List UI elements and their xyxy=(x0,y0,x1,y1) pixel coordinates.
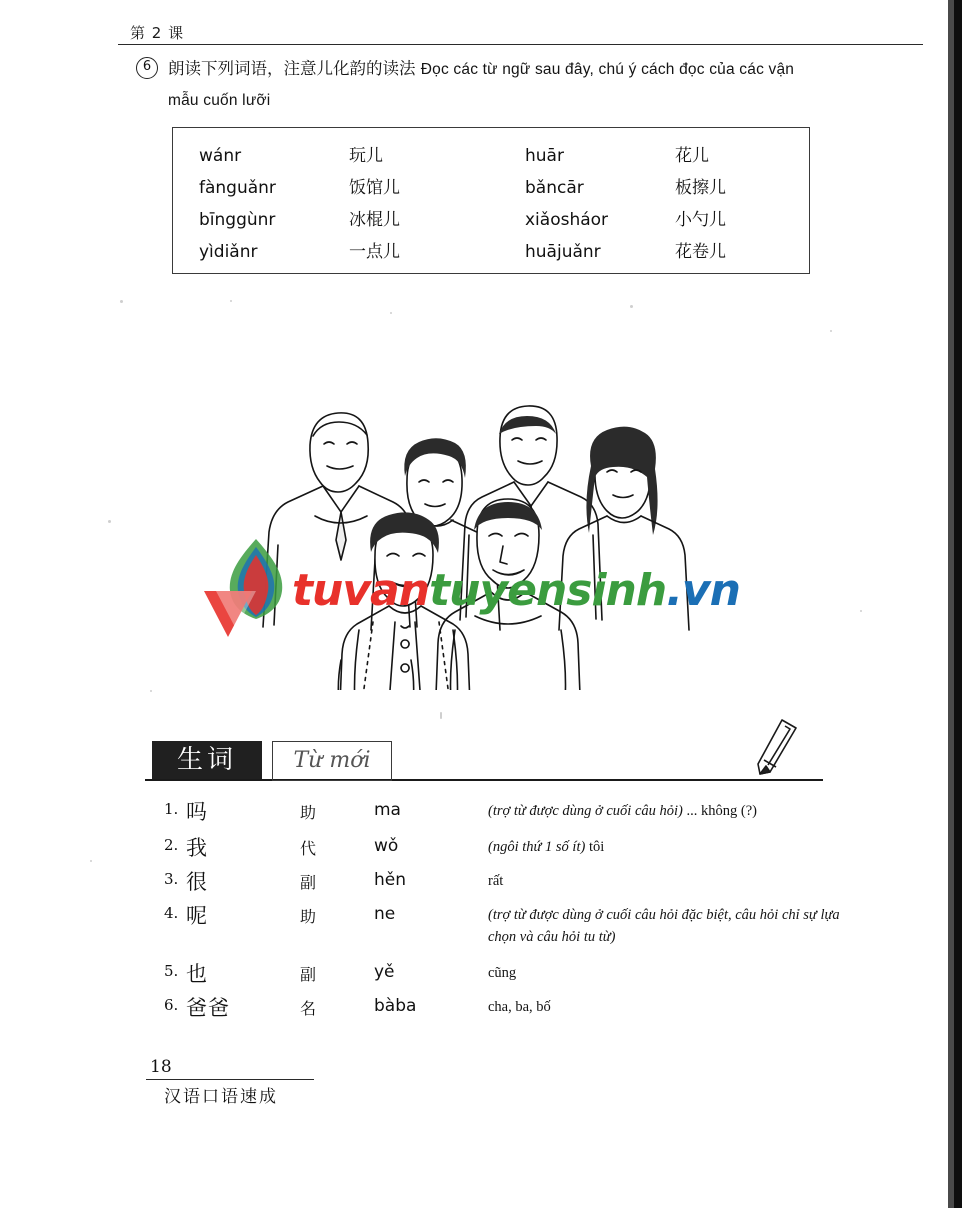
vocab-row xyxy=(152,962,852,996)
vocab-index: 5. xyxy=(164,962,179,980)
word-hanzi: 小勺儿 xyxy=(675,210,726,230)
word-row xyxy=(199,236,400,268)
vocab-part-of-speech: 名 xyxy=(300,999,317,1018)
paper-speck xyxy=(108,520,111,523)
vocab-part-of-speech: 助 xyxy=(300,803,317,822)
vocab-row xyxy=(152,870,852,904)
new-words-list xyxy=(152,800,852,1030)
vocab-definition xyxy=(488,870,848,892)
scan-edge-right xyxy=(954,0,962,1208)
paper-speck xyxy=(90,860,92,862)
header-divider xyxy=(118,44,923,45)
paper-speck xyxy=(830,330,832,332)
paper-speck xyxy=(120,300,123,303)
vocab-hanzi: 呢 xyxy=(186,904,208,928)
book-title: 汉语口语速成 xyxy=(164,1087,278,1107)
word-pinyin: xiǎosháor xyxy=(525,210,609,230)
vocab-hanzi: 我 xyxy=(186,836,208,860)
paper-speck xyxy=(860,610,862,612)
word-column-left xyxy=(199,140,400,268)
word-pinyin: bǎncār xyxy=(525,178,584,198)
page-number: 18 xyxy=(150,1057,172,1077)
vocab-index: 1. xyxy=(164,800,179,818)
vocab-row xyxy=(152,996,852,1030)
word-hanzi: 冰棍儿 xyxy=(349,210,400,230)
vocab-definition xyxy=(488,962,848,984)
vocab-part-of-speech: 助 xyxy=(300,907,317,926)
word-hanzi: 花儿 xyxy=(675,146,709,166)
vocab-row xyxy=(152,800,852,836)
vocab-pinyin: ma xyxy=(374,800,401,820)
vocab-index: 2. xyxy=(164,836,179,854)
new-words-title-vi: Từ mới xyxy=(272,741,392,781)
word-hanzi: 花卷儿 xyxy=(675,242,726,262)
word-column-right xyxy=(525,140,726,268)
word-hanzi: 一点儿 xyxy=(349,242,400,262)
paper-speck xyxy=(390,312,392,314)
paper-speck xyxy=(230,300,232,302)
word-pinyin: yìdiǎnr xyxy=(199,242,258,262)
vocab-definition-italic: (trợ từ được dùng ở cuối câu hỏi đặc biệt, câu hỏi chỉ sự lựa chọn và câu hỏi tu từ) xyxy=(488,907,840,945)
watermark-text-part2: tuyensinh xyxy=(429,565,667,616)
exercise-instruction-zh: 朗读下列词语，注意儿化韵的读法 xyxy=(168,59,416,78)
new-words-title-zh: 生词 xyxy=(152,741,262,779)
word-row xyxy=(199,172,400,204)
vocab-definition-italic: (ngôi thứ 1 số ít) xyxy=(488,839,586,855)
scan-edge-left xyxy=(0,0,10,1208)
vocab-row xyxy=(152,836,852,870)
vocab-hanzi: 也 xyxy=(186,962,208,986)
paper-speck xyxy=(440,712,442,719)
vocab-pinyin: yě xyxy=(374,962,395,982)
vocab-index: 4. xyxy=(164,904,179,922)
watermark-text-part1: tuvan xyxy=(292,565,430,616)
word-pinyin: huājuǎnr xyxy=(525,242,601,262)
paper-speck xyxy=(150,690,152,692)
exercise-number: 6 xyxy=(136,57,158,79)
vocab-pinyin: ne xyxy=(374,904,396,924)
vocab-part-of-speech: 副 xyxy=(300,965,317,984)
word-row xyxy=(525,140,726,172)
word-list-box xyxy=(172,127,810,274)
watermark-text-part3: .vn xyxy=(666,565,740,616)
lesson-label: 第 2 课 xyxy=(130,24,185,42)
word-row xyxy=(199,204,400,236)
word-pinyin: bīnggùnr xyxy=(199,210,276,230)
vocab-hanzi: 很 xyxy=(186,870,208,894)
new-words-divider xyxy=(145,779,823,781)
vocab-part-of-speech: 代 xyxy=(300,839,317,858)
paper-speck xyxy=(630,305,633,308)
word-row xyxy=(199,140,400,172)
vocab-hanzi: 爸爸 xyxy=(186,996,230,1020)
vocab-definition-plain: ... không (?) xyxy=(686,803,757,819)
vocab-definition-plain: cha, ba, bố xyxy=(488,999,551,1015)
vocab-definition xyxy=(488,800,848,822)
word-row xyxy=(525,172,726,204)
word-hanzi: 玩儿 xyxy=(349,146,383,166)
word-hanzi: 板擦儿 xyxy=(675,178,726,198)
vocab-hanzi: 吗 xyxy=(186,800,208,824)
vocab-definition-plain: tôi xyxy=(588,839,605,855)
word-row xyxy=(525,204,726,236)
word-hanzi: 饭馆儿 xyxy=(349,178,400,198)
word-pinyin: fànguǎnr xyxy=(199,178,276,198)
vocab-part-of-speech: 副 xyxy=(300,873,317,892)
exercise-instruction-vi: Đọc các từ ngữ sau đây, chú ý cách đọc của các vận mẫu cuốn lưỡi xyxy=(168,61,795,109)
vocab-definition xyxy=(488,836,848,858)
footer-divider xyxy=(146,1079,314,1080)
vocab-pinyin: hěn xyxy=(374,870,407,890)
vocab-pinyin: wǒ xyxy=(374,836,399,856)
pencil-icon xyxy=(752,718,804,780)
word-row xyxy=(525,236,726,268)
word-pinyin: wánr xyxy=(199,146,242,166)
vocab-definition-plain: rất xyxy=(488,873,504,889)
vocab-row xyxy=(152,904,852,962)
vocab-index: 3. xyxy=(164,870,179,888)
vocab-pinyin: bàba xyxy=(374,996,417,1016)
vocab-definition xyxy=(488,996,848,1018)
family-illustration xyxy=(255,330,705,690)
vocab-index: 6. xyxy=(164,996,179,1014)
exercise-instruction xyxy=(168,54,808,116)
vocab-definition-plain: cũng xyxy=(488,965,517,981)
vocab-definition-italic: (trợ từ được dùng ở cuối câu hỏi) xyxy=(488,803,683,819)
vocab-definition xyxy=(488,904,848,948)
word-pinyin: huār xyxy=(525,146,564,166)
